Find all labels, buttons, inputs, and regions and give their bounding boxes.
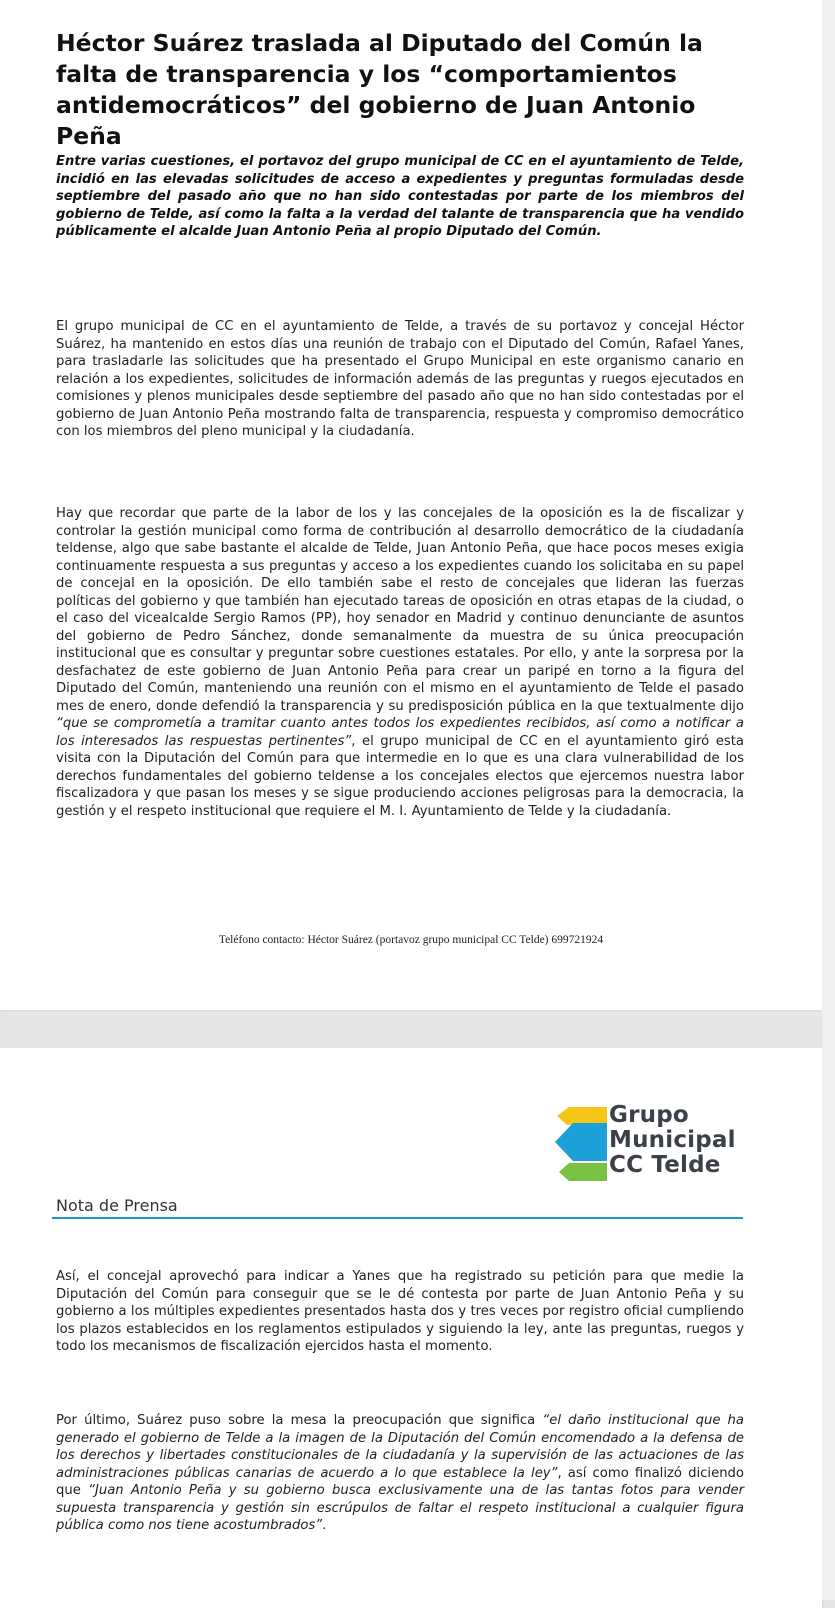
logo-text bbox=[609, 1103, 736, 1178]
paragraph-4 bbox=[56, 1412, 744, 1535]
document-title: Héctor Suárez traslada al Diputado del Común la falta de transparencia y los “comportamientos antidemocráticos” del gobierno de Juan Antonio Peña bbox=[56, 29, 703, 150]
paragraph-4-text-c: . bbox=[322, 1518, 327, 1533]
scroll-gutter bbox=[822, 0, 835, 1600]
paragraph-2-quote: “que se comprometía a tramitar cuanto antes todos los expedientes recibidos, así como a notificar a los interesados las respuestas pertinentes” bbox=[56, 716, 744, 749]
paragraph-2-text-a: Hay que recordar que parte de la labor de los y las concejales de la oposición es la de fiscalizar y controlar la gestión municipal como forma de contribución al desarrollo democrático de la ciudadanía teldense, algo que sabe bastante el alcalde de Telde, Juan Antonio Peña, que hace pocos meses exigia continuamente respuesta a sus preguntas y acceso a los expedientes cuando los solicitaba en su papel de concejal en la oposición. De ello también sabe el resto de concejales que lideran las fuerzas políticas del gobierno y que también han ejecutado tareas de oposición en otras etapas de la ciudad, o el caso del vicealcalde Sergio Ramos (PP), hoy senador en Madrid y continuo denunciante de asuntos del gobierno de Pedro Sánchez, donde semanalmente da muestra de su única preocupación institucional que es consultar y preguntar sobre cuestiones estatales. Por ello, y ante la sorpresa por la desfachatez de este gobierno de Juan Antonio Peña para crear un paripé en torno a la figura del Diputado del Común, manteniendo una reunión con el mismo en el ayuntamiento de Telde el pasado mes de enero, donde defendió la transparencia y su predisposición pública en la que textualmente dijo bbox=[56, 506, 744, 714]
logo-line-2: Municipal bbox=[609, 1127, 736, 1153]
paragraph-2-text-b: , el grupo municipal de CC en el ayuntamiento giró esta visita con la Diputación del Común para que intermedie en lo que es una clara vulnerabilidad de los derechos fundamentales del gobierno teldense a los concejales electos que ejercemos nuestra labor fiscalizadora y que pasan los meses y se sigue produciendo acciones peligrosas para la democracia, la gestión y el respeto institucional que requiere el M. I. Ayuntamiento de Telde y la ciudadanía. bbox=[56, 733, 745, 819]
cc-telde-logo bbox=[555, 1101, 755, 1193]
paragraph-3: Así, el concejal aprovechó para indicar a Yanes que ha registrado su petición para que medie la Diputación del Común para conseguir que se le dé contesta por parte de Juan Antonio Peña y su gobierno a los múltiples expedientes presentados hasta dos y tres veces por registro oficial cumpliendo los plazos establecidos en los reglamentos estipulados y siguiendo la ley, ante las preguntas, ruegos y todo los mecanismos de fiscalización ejercidos hasta el momento. bbox=[56, 1269, 744, 1354]
logo-arrows-icon bbox=[555, 1101, 615, 1191]
paragraph-4-text-a: Por último, Suárez puso sobre la mesa la preocupación que significa bbox=[56, 1413, 543, 1428]
press-release-label: Nota de Prensa bbox=[56, 1196, 178, 1215]
press-release-divider bbox=[52, 1217, 743, 1219]
logo-yellow-arrow bbox=[557, 1107, 607, 1125]
logo-line-3: CC Telde bbox=[609, 1152, 721, 1178]
paragraph-1: El grupo municipal de CC en el ayuntamiento de Telde, a través de su portavoz y concejal Héctor Suárez, ha mantenido en estos días una reunión de trabajo con el Diputado del Común, Rafael Yanes, para trasladarle las solicitudes que ha presentado el Grupo Municipal en este organismo canario en relación a los expedientes, solicitudes de información además de las preguntas y ruegos ejecutados en comisiones y plenos municipales desde septiembre del pasado año que no han sido contestadas por el gobierno de Juan Antonio Peña mostrando falta de transparencia, respuesta y compromiso democrático con los miembros del pleno municipal y la ciudadanía. bbox=[56, 319, 744, 439]
logo-blue-arrow bbox=[555, 1123, 607, 1161]
document-summary: Entre varias cuestiones, el portavoz del grupo municipal de CC en el ayuntamiento de Telde, incidió en las elevadas solicitudes de acceso a expedientes y preguntas formuladas desde septiembre del pasado año que no han sido contestadas por parte de los miembros del gobierno de Telde, así como la falta a la verdad del talante de transparencia que ha vendido públicamente el alcalde Juan Antonio Peña al propio Diputado del Común. bbox=[56, 154, 744, 239]
logo-line-1: Grupo bbox=[609, 1102, 689, 1128]
paragraph-4-text-b: , así como finalizó diciendo que bbox=[56, 1465, 744, 1498]
contact-line: Teléfono contacto: Héctor Suárez (portavoz grupo municipal CC Telde) 699721924 bbox=[218, 934, 604, 946]
logo-green-arrow bbox=[559, 1163, 607, 1181]
paragraph-2 bbox=[56, 505, 744, 820]
paragraph-4-quote-2: “Juan Antonio Peña y su gobierno busca exclusivamente una de las tantas fotos para vender supuesta transparencia y gestión sin escrúpulos de faltar el respeto institucional a cualquier figura pública como nos tiene acostumbrados” bbox=[56, 1483, 744, 1533]
paragraph-4-quote-1: “el daño institucional que ha generado el gobierno de Telde a la imagen de la Diputación del Común encomendado a la defensa de los derechos y libertades constitucionales de la ciudadanía y la supervisión de las actuaciones de las administraciones públicas canarias de acuerdo a lo que establece la ley” bbox=[56, 1413, 744, 1481]
